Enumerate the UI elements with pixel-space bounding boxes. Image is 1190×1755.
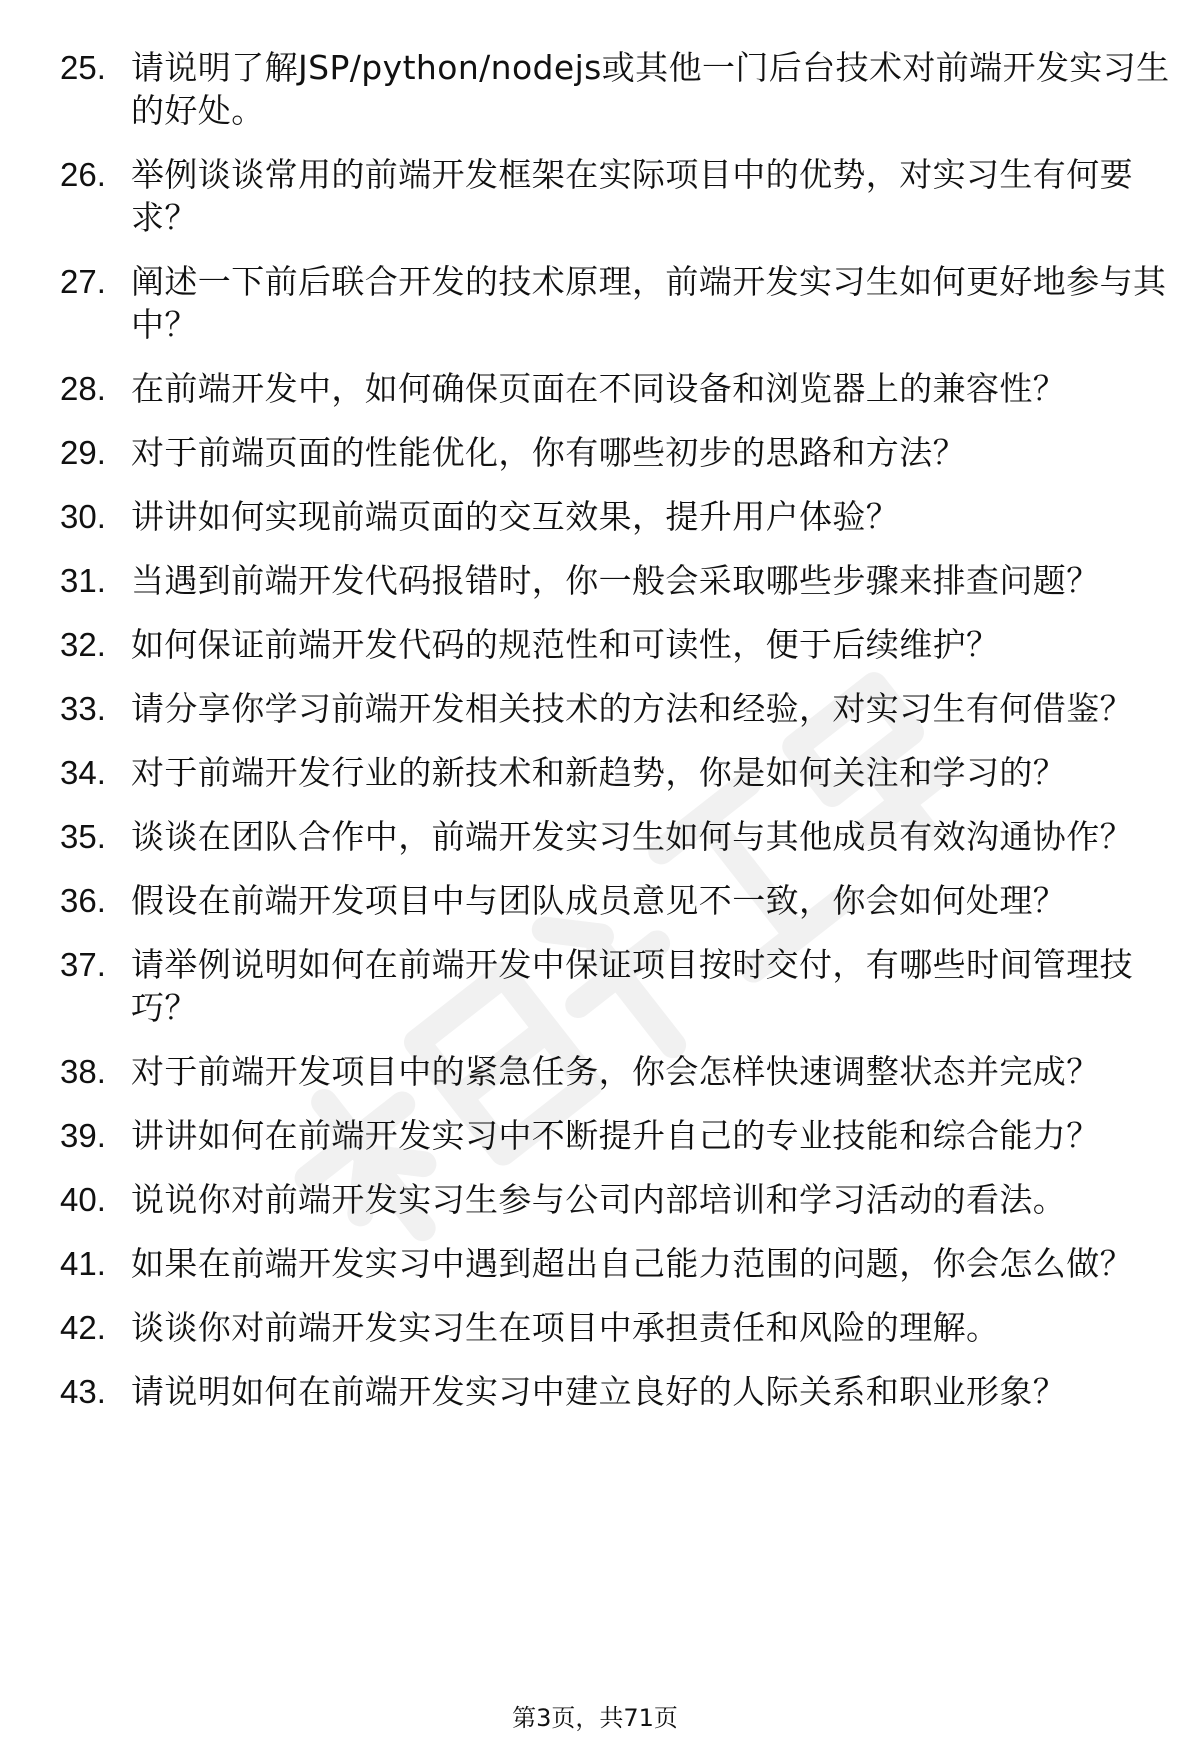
question-list (0, 46, 1190, 1434)
question-text: 对于前端开发行业的新技术和新趋势，你是如何关注和学习的？ (131, 753, 1067, 792)
question-number: 29. (60, 434, 106, 471)
list-item (0, 623, 1190, 666)
list-item (0, 260, 1190, 346)
question-number: 27. (60, 263, 106, 300)
question-text: 当遇到前端开发代码报错时，你一般会采取哪些步骤来排查问题？ (131, 561, 1100, 600)
question-number: 25. (60, 49, 106, 86)
question-number: 43. (60, 1373, 106, 1410)
question-text: 对于前端开发项目中的紧急任务，你会怎样快速调整状态并完成？ (131, 1052, 1100, 1091)
question-number: 39. (60, 1117, 106, 1154)
list-item (0, 687, 1190, 730)
question-number: 28. (60, 370, 106, 407)
question-text: 对于前端页面的性能优化，你有哪些初步的思路和方法？ (131, 433, 966, 472)
list-item (0, 879, 1190, 922)
question-number: 35. (60, 818, 106, 855)
question-text: 如果在前端开发实习中遇到超出自己能力范围的问题，你会怎么做？ (131, 1244, 1133, 1283)
question-number: 42. (60, 1309, 106, 1346)
page-number: 第3页，共71页 (512, 1704, 678, 1732)
question-text: 谈谈你对前端开发实习生在项目中承担责任和风险的理解。 (131, 1308, 1000, 1347)
question-text: 谈谈在团队合作中，前端开发实习生如何与其他成员有效沟通协作？ (131, 817, 1133, 856)
question-number: 37. (60, 946, 106, 983)
question-text: 举例谈谈常用的前端开发框架在实际项目中的优势，对实习生有何要求？ (131, 155, 1133, 237)
question-text: 请说明如何在前端开发实习中建立良好的人际关系和职业形象？ (131, 1372, 1067, 1411)
question-number: 34. (60, 754, 106, 791)
question-number: 41. (60, 1245, 106, 1282)
question-text: 请举例说明如何在前端开发中保证项目按时交付，有哪些时间管理技巧？ (131, 945, 1133, 1027)
list-item (0, 559, 1190, 602)
list-item (0, 46, 1190, 132)
list-item (0, 1242, 1190, 1285)
question-text: 如何保证前端开发代码的规范性和可读性，便于后续维护？ (131, 625, 1000, 664)
question-text: 讲讲如何实现前端页面的交互效果，提升用户体验？ (131, 497, 900, 536)
question-number: 40. (60, 1181, 106, 1218)
list-item (0, 1370, 1190, 1413)
question-number: 30. (60, 498, 106, 535)
list-item (0, 1306, 1190, 1349)
question-number: 38. (60, 1053, 106, 1090)
question-text: 请说明了解JSP/python/nodejs或其他一门后台技术对前端开发实习生的好处。 (131, 48, 1170, 130)
question-text: 请分享你学习前端开发相关技术的方法和经验，对实习生有何借鉴？ (131, 689, 1133, 728)
question-number: 26. (60, 156, 106, 193)
list-item (0, 815, 1190, 858)
question-text: 讲讲如何在前端开发实习中不断提升自己的专业技能和综合能力？ (131, 1116, 1100, 1155)
list-item (0, 1178, 1190, 1221)
list-item (0, 367, 1190, 410)
question-text: 假设在前端开发项目中与团队成员意见不一致，你会如何处理？ (131, 881, 1067, 920)
list-item (0, 431, 1190, 474)
list-item (0, 751, 1190, 794)
question-text: 在前端开发中，如何确保页面在不同设备和浏览器上的兼容性？ (131, 369, 1067, 408)
question-text: 阐述一下前后联合开发的技术原理，前端开发实习生如何更好地参与其中？ (131, 262, 1167, 344)
list-item (0, 1050, 1190, 1093)
list-item (0, 495, 1190, 538)
list-item (0, 153, 1190, 239)
question-number: 33. (60, 690, 106, 727)
question-number: 31. (60, 562, 106, 599)
question-text: 说说你对前端开发实习生参与公司内部培训和学习活动的看法。 (131, 1180, 1067, 1219)
question-number: 32. (60, 626, 106, 663)
list-item (0, 1114, 1190, 1157)
list-item (0, 943, 1190, 1029)
question-number: 36. (60, 882, 106, 919)
